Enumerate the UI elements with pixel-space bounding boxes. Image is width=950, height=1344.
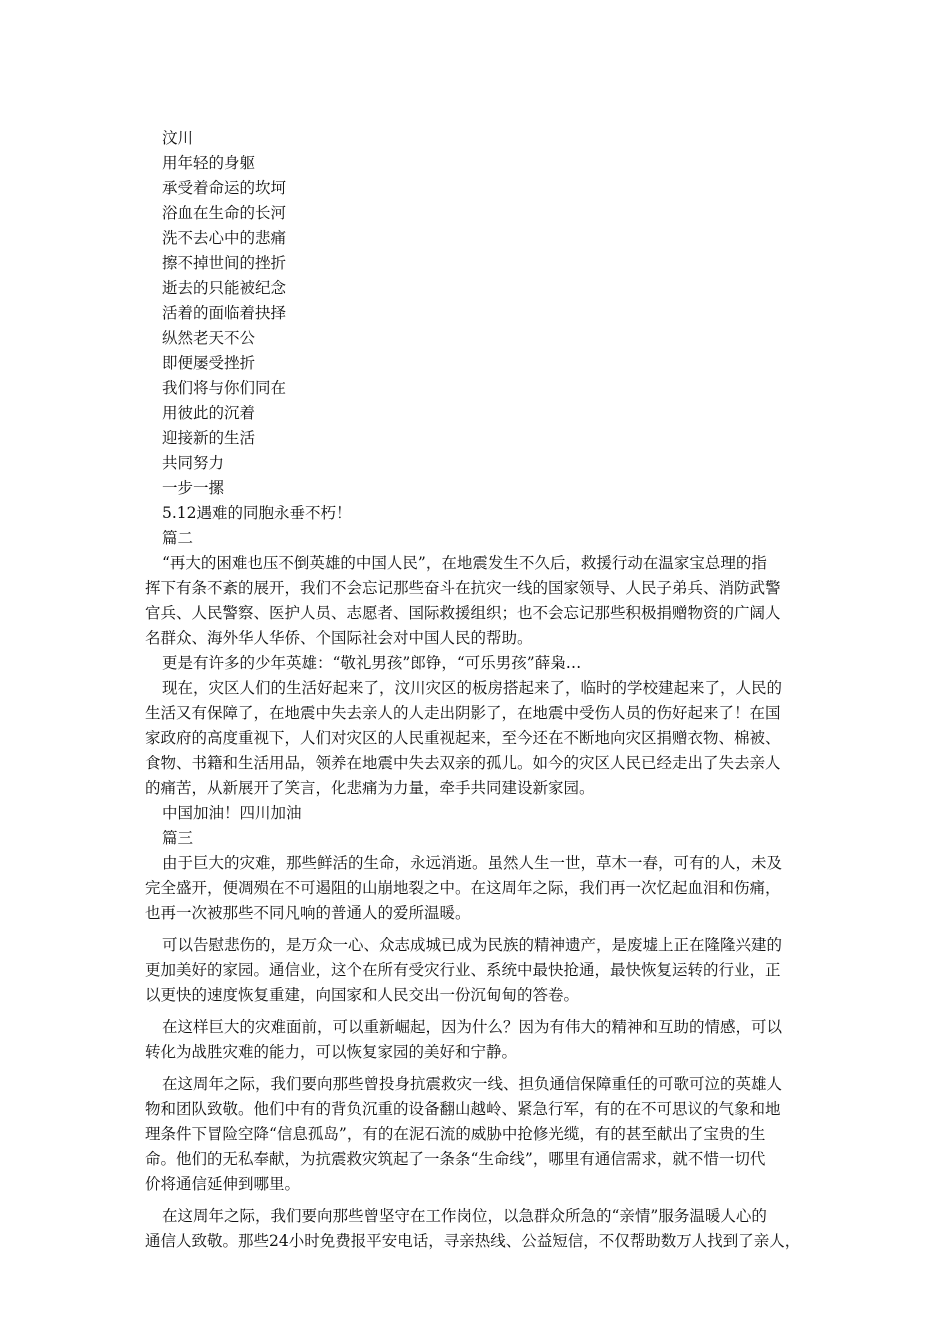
paragraph-line: 在这周年之际，我们要向那些曾坚守在工作岗位，以急群众所急的“亲情”服务温暖人心的 xyxy=(162,1207,767,1225)
paragraph-line: 食物、书籍和生活用品，领养在地震中失去双亲的孤儿。如今的灾区人民已经走出了失去亲人 xyxy=(145,754,781,772)
paragraph-line: 也再一次被那些不同凡响的普通人的爱所温暖。 xyxy=(145,904,471,922)
poem-line: 逝去的只能被纪念 xyxy=(162,279,287,297)
poem-line: 5.12遇难的同胞永垂不朽！ xyxy=(162,504,352,522)
paragraph-line: 更是有许多的少年英雄：“敬礼男孩”郎铮，“可乐男孩”薛枭… xyxy=(162,654,582,672)
poem-line: 纵然老天不公 xyxy=(162,329,256,347)
paragraph-line: 官兵、人民警察、医护人员、志愿者、国际救援组织；也不会忘记那些积极捐赠物资的广阔人 xyxy=(145,604,781,622)
poem-line: 迎接新的生活 xyxy=(162,429,256,447)
paragraph-line: 中国加油！四川加油 xyxy=(162,804,302,822)
paragraph-line: 由于巨大的灾难，那些鲜活的生命，永远消逝。虽然人生一世，草木一春，可有的人，未及 xyxy=(162,854,783,872)
paragraph-line: 以更快的速度恢复重建，向国家和人民交出一份沉甸甸的答卷。 xyxy=(145,986,580,1004)
poem-line: 用年轻的身躯 xyxy=(162,154,256,172)
poem-line: 擦不掉世间的挫折 xyxy=(162,254,287,272)
paragraph-line: 可以告慰悲伤的，是万众一心、众志成城已成为民族的精神遗产，是废墟上正在隆隆兴建的 xyxy=(162,936,783,954)
paragraph-line: 物和团队致敬。他们中有的背负沉重的设备翻山越岭、紧急行军，有的在不可思议的气象和地 xyxy=(145,1100,781,1118)
paragraph-line: 转化为战胜灾难的能力，可以恢复家园的美好和宁静。 xyxy=(145,1043,518,1061)
paragraph-line: “再大的困难也压不倒英雄的中国人民”，在地震发生不久后，救援行动在温家宝总理的指 xyxy=(162,554,767,572)
poem xyxy=(162,126,802,526)
poem-line: 用彼此的沉着 xyxy=(162,404,256,422)
poem-line: 浴血在生命的长河 xyxy=(162,204,287,222)
poem-line: 我们将与你们同在 xyxy=(162,379,287,397)
paragraph-line: 在这周年之际，我们要向那些曾投身抗震救灾一线、担负通信保障重任的可歌可泣的英雄人 xyxy=(162,1075,783,1093)
paragraph-line: 命。他们的无私奉献，为抗震救灾筑起了一条条“生命线”，哪里有通信需求，就不惜一切代 xyxy=(145,1150,766,1168)
section-heading: 篇三 xyxy=(162,829,194,847)
paragraph-line: 现在，灾区人们的生活好起来了，汶川灾区的板房搭起来了，临时的学校建起来了，人民的 xyxy=(162,679,783,697)
paragraph-line: 挥下有条不紊的展开，我们不会忘记那些奋斗在抗灾一线的国家领导、人民子弟兵、消防武警 xyxy=(145,579,781,597)
paragraph-line: 家政府的高度重视下，人们对灾区的人民重视起来，至今还在不断地向灾区捐赠衣物、棉被、 xyxy=(145,729,781,747)
article-body xyxy=(145,526,825,1254)
paragraph-line: 完全盛开，便凋殒在不可遏阻的山崩地裂之中。在这周年之际，我们再一次忆起血泪和伤痛， xyxy=(145,879,781,897)
poem-line: 活着的面临着抉择 xyxy=(162,304,287,322)
paragraph-line: 名群众、海外华人华侨、个国际社会对中国人民的帮助。 xyxy=(145,629,533,647)
poem-line: 洗不去心中的悲痛 xyxy=(162,229,287,247)
paragraph-line: 生活又有保障了，在地震中失去亲人的人走出阴影了，在地震中受伤人员的伤好起来了！在国 xyxy=(145,704,781,722)
section-heading: 篇二 xyxy=(162,529,194,547)
paragraph-line: 更加美好的家园。通信业，这个在所有受灾行业、系统中最快抢通，最快恢复运转的行业，正 xyxy=(145,961,781,979)
poem-line: 共同努力 xyxy=(162,454,225,472)
poem-line: 承受着命运的坎坷 xyxy=(162,179,287,197)
poem-line: 汶川 xyxy=(162,129,194,147)
poem-line: 一步一摞 xyxy=(162,479,225,497)
paragraph-line: 理条件下冒险空降“信息孤岛”，有的在泥石流的威胁中抢修光缆，有的甚至献出了宝贵的生 xyxy=(145,1125,766,1143)
paragraph-line: 通信人致敬。那些24小时免费报平安电话，寻亲热线、公益短信，不仅帮助数万人找到了亲人， xyxy=(145,1232,801,1250)
paragraph-line: 价将通信延伸到哪里。 xyxy=(145,1175,301,1193)
poem-line: 即便屡受挫折 xyxy=(162,354,256,372)
paragraph-line: 的痛苦，从新展开了笑言，化悲痛为力量，牵手共同建设新家园。 xyxy=(145,779,595,797)
paragraph-line: 在这样巨大的灾难面前，可以重新崛起，因为什么？因为有伟大的精神和互助的情感，可以 xyxy=(162,1018,783,1036)
